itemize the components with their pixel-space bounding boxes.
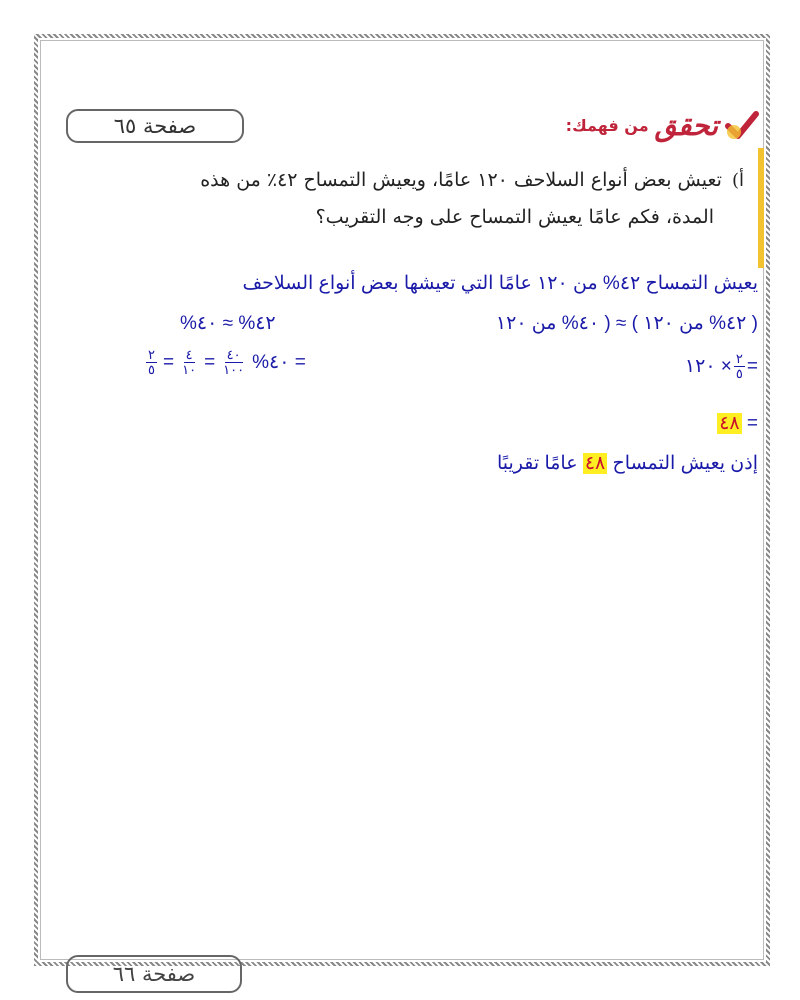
page-badge-bottom-label: صفحة ٦٦ [112, 962, 196, 986]
page-badge-top-label: صفحة ٦٥ [113, 114, 197, 138]
heading-subtitle: من فهمك: [565, 115, 649, 135]
result-line [717, 412, 758, 435]
fraction-4-10: $\frac{٤}{١٠}$ [182, 347, 197, 377]
approx-percent: ٤٢% ≈ ٤٠% [180, 313, 276, 334]
fraction-40-100: $\frac{٤٠}{١٠٠}$ [223, 347, 245, 377]
approx-expression: ( ٤٢% من ١٢٠ ) ≈ ( ٤٠% من ١٢٠ [495, 313, 758, 334]
question-label: أ) [731, 170, 744, 191]
check-understanding-heading [566, 108, 760, 142]
page-badge-bottom [66, 955, 242, 993]
heading-title: تحقق [654, 108, 718, 142]
percent-40-equals: = ٤٠% [252, 352, 306, 373]
fraction-2-5: $\frac{٢}{٥}$ [148, 347, 155, 377]
question-line-1 [44, 162, 744, 199]
checkmark-icon [724, 108, 760, 142]
accent-bar [758, 148, 764, 268]
result-prefix: = [741, 413, 758, 434]
multiplication-line [685, 352, 758, 381]
conclusion-after: عامًا تقريبًا [496, 453, 578, 474]
mult-prefix: = [746, 355, 758, 377]
mult-fraction: $\frac{٢}{٥}$ [735, 351, 743, 381]
question-line-1-text: تعيش بعض أنواع السلاحف ١٢٠ عامًا، ويعيش التمساح ٤٢٪ من هذه [200, 169, 722, 191]
conclusion-line [497, 452, 758, 475]
question-line-2: المدة، فكم عامًا يعيش التمساح على وجه التقريب؟ [315, 206, 714, 228]
question-text [44, 162, 744, 235]
solution-statement: يعيش التمساح ٤٢% من ١٢٠ عامًا التي تعيشها بعض أنواع السلاحف [242, 273, 758, 294]
conclusion-value: ٤٨ [584, 453, 606, 474]
page-badge-top [66, 109, 244, 143]
fraction-chain: $\frac{٢}{٥}$ = $\frac{٤}{١٠}$ = $\frac{٤٠}{١٠٠}$ = ٤٠% [148, 347, 306, 377]
mult-suffix: × ١٢٠ [684, 356, 732, 377]
conclusion-before: إذن يعيش التمساح [612, 453, 758, 474]
result-value: ٤٨ [719, 413, 740, 434]
